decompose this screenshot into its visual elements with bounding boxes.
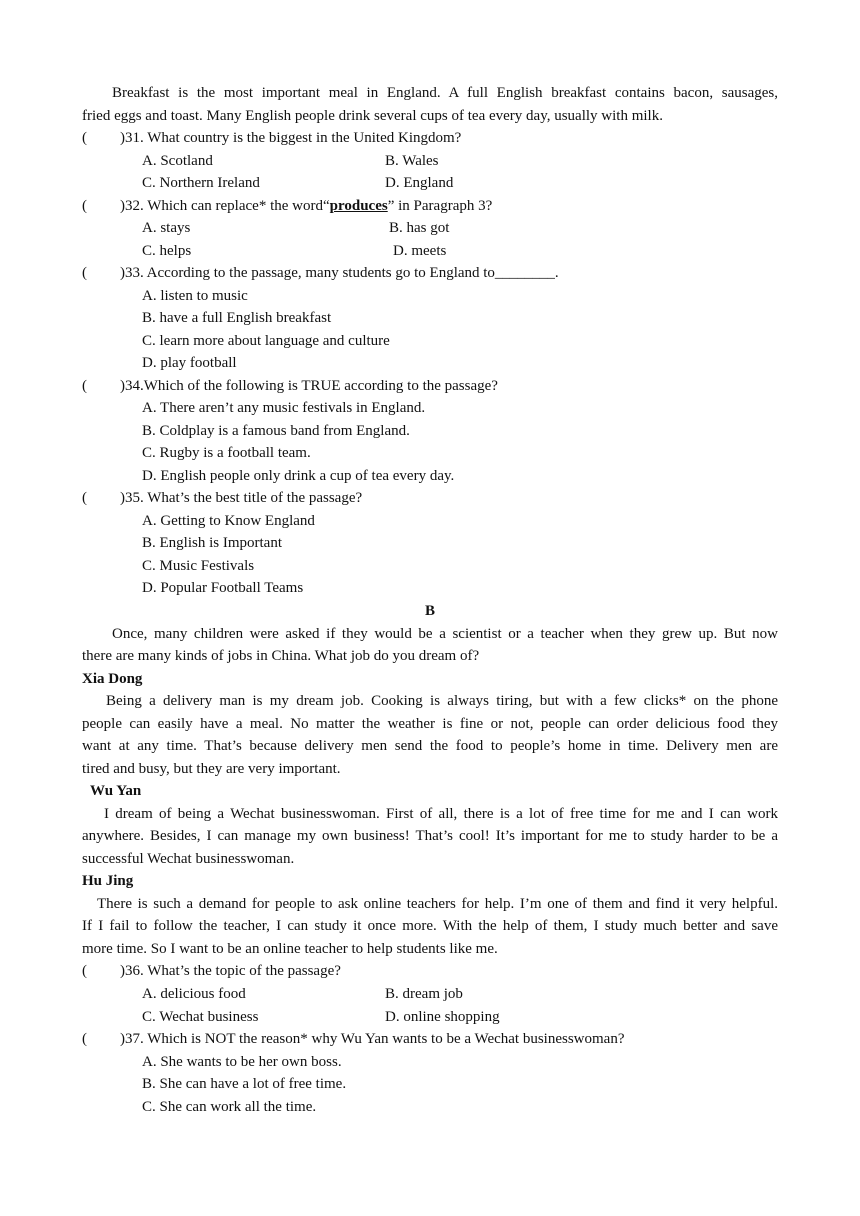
option-35-d: D. Popular Football Teams	[142, 580, 304, 596]
option-36-a: A. delicious food	[142, 986, 246, 1002]
xia-dong-line-3: want at any time. That’s because delivery men send the food to people’s home in time. Delivery men are	[82, 738, 778, 754]
hu-jing-line-2: If I fail to follow the teacher, I can study it once more. With the help of them, I study much better and save	[82, 918, 778, 934]
option-37-c: C. She can work all the time.	[142, 1099, 317, 1115]
option-33-c: C. learn more about language and culture	[142, 333, 390, 349]
open-quote: “	[322, 198, 330, 214]
answer-paren: (	[82, 1031, 87, 1047]
passage-a-line-1: Breakfast is the most important meal in England. A full English breakfast contains bacon, sausages,	[112, 85, 778, 101]
question-stem-after: in Paragraph 3?	[394, 198, 493, 214]
wu-yan-line-1: I dream of being a Wechat businesswoman. First of all, there is a lot of free time for me and I can work	[104, 806, 778, 822]
option-32-d: D. meets	[393, 243, 447, 259]
option-33-a: A. listen to music	[142, 288, 248, 304]
option-32-a: A. stays	[142, 220, 191, 236]
question-stem: )37. Which is NOT the reason* why Wu Yan wants to be a Wechat businesswoman?	[120, 1031, 625, 1047]
option-37-a: A. She wants to be her own boss.	[142, 1054, 342, 1070]
passage-b-intro-line-1: Once, many children were asked if they would be a scientist or a teacher when they grew up. But now	[112, 626, 778, 642]
question-stem: )33. According to the passage, many students go to England to________.	[120, 265, 559, 281]
hu-jing-line-1: There is such a demand for people to ask online teachers for help. I’m one of them and find it very helpful.	[97, 896, 778, 912]
xia-dong-line-1: Being a delivery man is my dream job. Cooking is always tiring, but with a few clicks* on the phone	[106, 693, 778, 709]
option-35-a: A. Getting to Know England	[142, 513, 315, 529]
question-stem-before: )32. Which can replace* the word	[120, 198, 323, 214]
question-31	[82, 127, 461, 150]
question-stem: )31. What country is the biggest in the United Kingdom?	[120, 130, 462, 146]
option-32-b: B. has got	[389, 220, 450, 236]
xia-dong-line-2: people can easily have a meal. No matter the weather is fine or not, people can order delicious food they	[82, 716, 778, 732]
question-33	[82, 262, 559, 285]
option-33-b: B. have a full English breakfast	[142, 310, 332, 326]
xia-dong-line-4: tired and busy, but they are very important.	[82, 761, 341, 777]
option-36-c: C. Wechat business	[142, 1009, 259, 1025]
answer-paren: (	[82, 963, 87, 979]
option-31-a: A. Scotland	[142, 153, 213, 169]
answer-paren: (	[82, 265, 87, 281]
wu-yan-line-2: anywhere. Besides, I can manage my own business! That’s cool! It’s important for me to study harder to be a	[82, 828, 778, 844]
section-b-heading: B	[425, 603, 436, 619]
option-34-c: C. Rugby is a football team.	[142, 445, 311, 461]
close-quote: ”	[387, 198, 395, 214]
question-35	[82, 487, 362, 510]
option-31-c: C. Northern Ireland	[142, 175, 260, 191]
question-34	[82, 375, 498, 398]
option-37-b: B. She can have a lot of free time.	[142, 1076, 347, 1092]
option-31-d: D. England	[385, 175, 454, 191]
question-stem: )34.Which of the following is TRUE according to the passage?	[120, 378, 498, 394]
answer-paren: (	[82, 378, 87, 394]
keyword-produces: produces	[329, 198, 388, 214]
answer-paren: (	[82, 130, 87, 146]
option-35-b: B. English is Important	[142, 535, 282, 551]
wu-yan-line-3: successful Wechat businesswoman.	[82, 851, 295, 867]
option-31-b: B. Wales	[385, 153, 439, 169]
option-36-d: D. online shopping	[385, 1009, 500, 1025]
option-34-d: D. English people only drink a cup of tea every day.	[142, 468, 455, 484]
option-34-b: B. Coldplay is a famous band from England.	[142, 423, 410, 439]
passage-a-line-2: fried eggs and toast. Many English people drink several cups of tea every day, usually with milk.	[82, 108, 663, 124]
person-name-xia-dong: Xia Dong	[82, 671, 143, 687]
hu-jing-line-3: more time. So I want to be an online teacher to help students like me.	[82, 941, 498, 957]
option-32-c: C. helps	[142, 243, 192, 259]
option-35-c: C. Music Festivals	[142, 558, 255, 574]
person-name-hu-jing: Hu Jing	[82, 873, 134, 889]
question-32	[82, 195, 492, 218]
answer-paren: (	[82, 198, 87, 214]
person-name-wu-yan: Wu Yan	[90, 783, 142, 799]
question-37	[82, 1028, 625, 1051]
answer-paren: (	[82, 490, 87, 506]
option-36-b: B. dream job	[385, 986, 463, 1002]
question-stem: )35. What’s the best title of the passage?	[120, 490, 363, 506]
option-34-a: A. There aren’t any music festivals in England.	[142, 400, 426, 416]
option-33-d: D. play football	[142, 355, 237, 371]
passage-b-intro-line-2: there are many kinds of jobs in China. What job do you dream of?	[82, 648, 480, 664]
question-36	[82, 960, 341, 983]
question-stem: )36. What’s the topic of the passage?	[120, 963, 341, 979]
